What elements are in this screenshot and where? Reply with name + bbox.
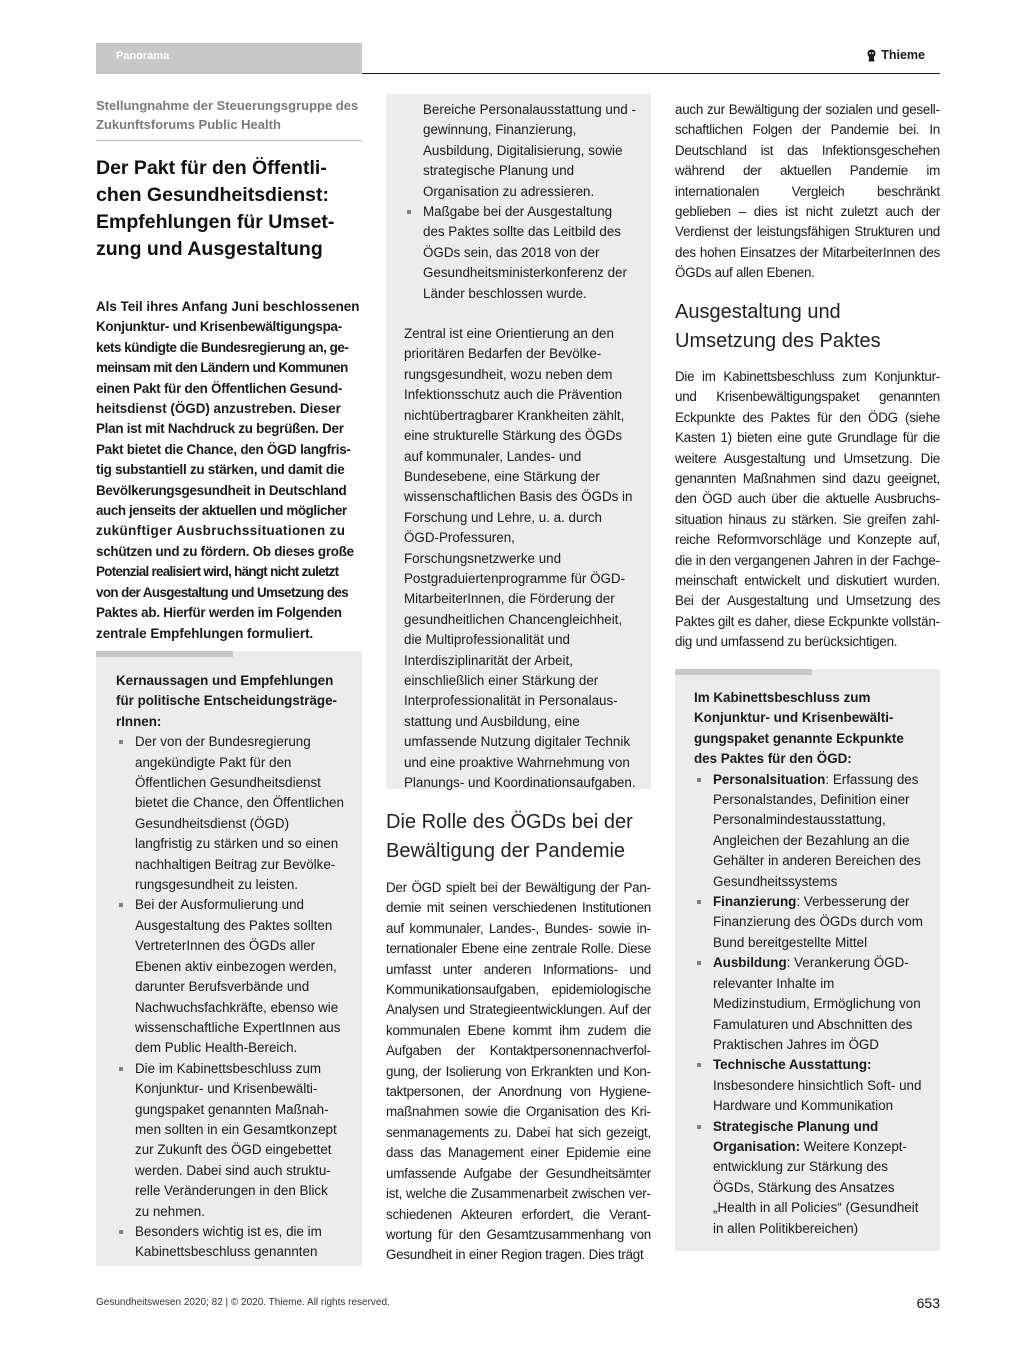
box-tab xyxy=(96,651,233,657)
column-1 xyxy=(96,94,362,644)
list-item: Bei der Ausformulierung und Ausgestaltung des Paktes sollten VertreterInnen des ÖGDs aller Ebenen aktiv einbezogen werden, darunter Berufsverbände und Nachwuchsfachkräfte, ebenso wie wissenschaftliche ExpertInnen aus dem Public Health-Bereich. xyxy=(116,895,344,1058)
header-rule xyxy=(362,73,940,74)
item-term: Finanzierung xyxy=(713,894,797,910)
list-item: Ausbildung: Verankerung ÖGD-relevanter Inhalte im Medizinstudium, Ermöglichung von Famulaturen und Abschnitten des Praktischen Jahres im ÖGD xyxy=(694,953,926,1055)
list-item: Personalsituation: Erfassung des Personalstandes, Definition einer Personalmindestausstattung, Angleichen der Bezahlung an die Gehälter in anderen Bereichen des Gesundheitssystems xyxy=(694,770,926,892)
list-item: Maßgabe bei der Ausgestaltung des Paktes sollte das Leitbild des ÖGDs sein, das 2018 von der Gesundheitsministerkonferenz der Länder beschlossen wurde. xyxy=(404,202,637,304)
article-abstract xyxy=(96,297,362,644)
cornerstones-box xyxy=(675,669,940,1251)
section-body-pandemic xyxy=(386,878,651,1266)
section-heading-pandemic xyxy=(386,808,651,866)
article-kicker: Stellungnahme der Steuerungsgruppe des Zukunftsforums Public Health xyxy=(96,94,362,141)
box-tab xyxy=(675,669,812,675)
section-body-continued xyxy=(675,100,940,284)
abstract-line: zentrale Empfehlungen formuliert. xyxy=(96,625,314,641)
list-item: Finanzierung: Verbesserung der Finanzierung des ÖGDs durch vom Bund bereitgestellte Mittel xyxy=(694,892,926,953)
box-paragraph: Zentral ist eine Orientierung an den prioritären Bedarfen der Bevölkerungsgesundheit, wozu neben dem Infektionsschutz auch die Prävention nichtübertragbarer Krankheiten zählt, eine strukturelle Stärkung des ÖGDs auf kommunaler, Landes- und Bundesebene, eine Stärkung der wissenschaftlichen Basis des ÖGDs in Forschung und Lehre, u. a. durch ÖGD-Professuren, Forschungsnetzwerke und Postgraduiertenprogramme für ÖGD-MitarbeiterInnen, die Förderung der gesundheitlichen Chancengleichheit, die Multiprofessionalität und Interdisziplinarität der Arbeit, einschließlich einer Stärkung der Interprofessionalität in Personalausstattung und Ausbildung, eine umfassende Nutzung digitaler Technik und eine proaktive Wahrnehmung von Planungs- und Koordinationsaufgaben. xyxy=(404,326,636,790)
item-description: Verbesserung der Finanzierung des ÖGDs durch vom Bund bereitgestellte Mittel xyxy=(713,894,923,950)
abstract-line: Als Teil ihres Anfang Juni beschlossenen xyxy=(96,299,360,314)
publisher-name: Thieme xyxy=(881,48,925,62)
abstract-line: zukünftiger Ausbruchssituationen zu xyxy=(96,523,346,539)
abstract-line: meinsam mit den Ländern und Kommunen xyxy=(96,360,348,376)
footer-citation: Gesundheitswesen 2020; 82 | © 2020. Thieme. All rights reserved. xyxy=(96,1297,390,1308)
cornerstones-list xyxy=(694,770,926,1239)
section-header-bar xyxy=(96,43,362,74)
item-description: Verankerung ÖGD-relevanter Inhalte im Medizinstudium, Ermöglichung von Famulaturen und Abschnitten des Praktischen Jahres im ÖGD xyxy=(713,955,921,1052)
item-description: Erfassung des Personalstandes, Definition einer Personalmindestausstattung, Angleichen der Bezahlung an die Gehälter in anderen Bereichen des Gesundheitssystems xyxy=(713,771,921,889)
item-term: Technische Ausstattung: xyxy=(713,1057,872,1073)
cornerstones-title: Im Kabinettsbeschluss zum Konjunktur- und Krisenbewältigungspaket genannte Eckpunkte des Paktes für den ÖGD: xyxy=(694,690,904,767)
abstract-line: Paktes ab. Hierfür werden im Folgenden xyxy=(96,605,342,621)
heading-text: Ausgestaltung und Umsetzung des Paktes xyxy=(675,301,881,352)
abstract-line: Bevölkerungsgesundheit in Deutschland xyxy=(96,482,347,498)
abstract-line: Konjunktur- und Krisenbewältigungspa- xyxy=(96,319,342,335)
abstract-line: einen Pakt für den Öffentlichen Gesund- xyxy=(96,380,343,396)
abstract-line: heitsdienst (ÖGD) anzustreben. Dieser xyxy=(96,401,341,417)
thieme-icon xyxy=(866,49,877,62)
abstract-line: tig substantiell zu stärken, und damit die xyxy=(96,462,345,478)
list-item-continuation: Bereiche Personalausstattung und -gewinnung, Finanzierung, Ausbildung, Digitalisierung, sowie strategische Planung und Organisation zu adressieren. xyxy=(423,102,636,199)
abstract-line: von der Ausgestaltung und Umsetzung des xyxy=(96,584,349,600)
item-term: Strategische Planung und Organisation: xyxy=(713,1118,879,1154)
abstract-line: kets kündigte die Bundesregierung an, ge- xyxy=(96,339,349,355)
list-item: Besonders wichtig ist es, die im Kabinettsbeschluss genannten xyxy=(116,1222,344,1263)
list-item xyxy=(694,1117,926,1239)
section-body-implementation xyxy=(675,367,940,653)
publisher-logo xyxy=(866,48,925,62)
abstract-line: auch jenseits der aktuellen und möglicher xyxy=(96,503,347,519)
body-paragraph: Der ÖGD spielt bei der Bewältigung der Pandemie mit seinen verschiedenen Institutionen auf kommunaler, Landes-, Bundes- sowie internationaler Ebene eine zentrale Rolle. Diese umfasst unter anderen Informations- und Kommunikationsaufgaben, epidemiologische Analysen und Strategieentwicklungen. Auf der kommunalen Ebene kommt ihm zudem die Aufgaben der Kontaktpersonennachverfolgung, der Isolierung von Erkrankten und Kontaktpersonen, der Anordnung von Hygienemaßnahmen sowie die Organisation des Krisenmanagements zu. Dabei hat sich gezeigt, dass das Management einer Epidemie eine umfassende Aufgabe der Gesundheitsämter ist, welche die Zusammenarbeit zwischen verschiedenen Akteuren erfordert, die Verantwortung für den Gesamtzusammenhang von Gesundheit in einer Region tragen. Dies trägt xyxy=(386,880,651,1263)
abstract-line: Potenzial realisiert wird, hängt nicht zuletzt xyxy=(96,564,339,580)
key-messages-list xyxy=(116,732,344,1263)
abstract-line: Plan ist mit Nachdruck zu begrüßen. Der xyxy=(96,421,344,437)
key-messages-box-continued xyxy=(386,94,651,789)
heading-text: Die Rolle des ÖGDs bei der Bewältigung der Pandemie xyxy=(386,811,633,862)
article-title: Der Pakt für den Öffentlichen Gesundheitsdienst: Empfehlungen für Umsetzung und Ausgestaltung xyxy=(96,157,335,260)
item-description: Insbesondere hinsichtlich Soft- und Hardware und Kommunikation xyxy=(713,1077,922,1114)
page-number: 653 xyxy=(916,1295,940,1311)
list-item: Der von der Bundesregierung angekündigte Pakt für den Öffentlichen Gesundheitsdienst bietet die Chance, den Öffentlichen Gesundheitsdienst (ÖGD) langfristig zu stärken und so einen nachhaltigen Beitrag zur Bevölkerungsgesundheit zu leisten. xyxy=(116,732,344,895)
abstract-line: schützen und zu fördern. Ob dieses große xyxy=(96,543,354,559)
item-term: Ausbildung xyxy=(713,955,787,971)
key-messages-title: Kernaussagen und Empfehlungen für politische EntscheidungsträgerInnen: xyxy=(116,673,337,729)
body-paragraph: auch zur Bewältigung der sozialen und gesellschaftlichen Folgen der Pandemie bei. In Deutschland ist das Infektionsgeschehen während der aktuellen Pandemie im internationalen Vergleich beschränkt geblieben – dies ist nicht zuletzt auch der Verdienst der leistungsfähigen Strukturen und des hohen Einsatzes der MitarbeiterInnen des ÖGDs auf allen Ebenen. xyxy=(675,102,940,281)
key-messages-list-continued xyxy=(404,100,637,304)
list-item: Die im Kabinettsbeschluss zum Konjunktur- und Krisenbewältigungspaket genannten Maßnahmen sollten in ein Gesamtkonzept zur Zukunft des ÖGD eingebettet werden. Dabei sind auch strukturelle Veränderungen in den Blick zu nehmen. xyxy=(116,1059,344,1222)
section-label: Panorama xyxy=(116,50,170,62)
item-term: Personalsituation xyxy=(713,771,826,787)
item-description: Weitere Konzeptentwicklung zur Stärkung des ÖGDs, Stärkung des Ansatzes „Health in all Policies“ (Gesundheit in allen Politikbereichen) xyxy=(713,1138,919,1236)
list-item xyxy=(694,1055,926,1116)
section-heading-implementation xyxy=(675,298,940,356)
body-paragraph: Die im Kabinettsbeschluss zum Konjunktur- und Krisenbewältigungspaket genannten Eckpunkte des Paktes für den ÖDG (siehe Kasten 1) bieten eine gute Grundlage für die weitere Ausgestaltung und Umsetzung. Die genannten Maßnahmen sind dazu geeignet, den ÖGD auch über die aktuelle Ausbruchssituation hinaus zu stärken. Sie greifen zahlreiche Reformvorschläge und Konzepte auf, die in den vergangenen Jahren in der Fachgemeinschaft entwickelt und diskutiert wurden. Bei der Ausgestaltung und Umsetzung des Paktes gilt es daher, diese Eckpunkte vollständig und umfassend zu berücksichtigen. xyxy=(675,369,940,650)
key-messages-box xyxy=(96,651,362,1266)
abstract-line: Pakt bietet die Chance, den ÖGD langfris- xyxy=(96,441,351,457)
